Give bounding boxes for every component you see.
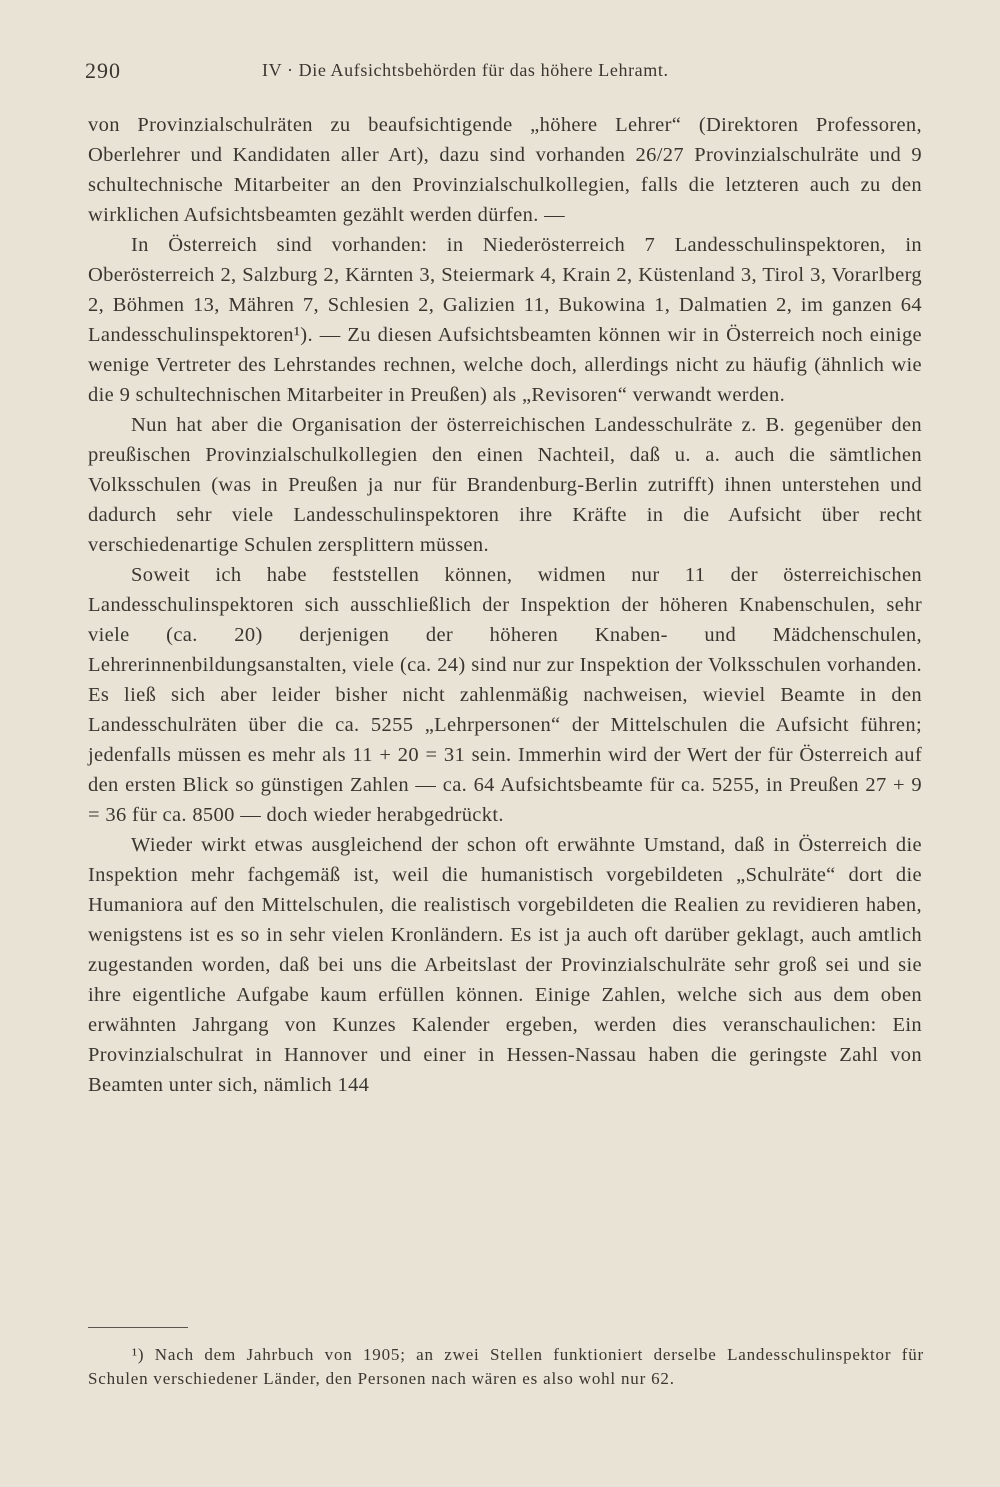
footnote: ¹) Nach dem Jahrbuch von 1905; an zwei Stellen funktioniert derselbe Landesschulinspektor für Schulen verschiedener Länder, den Personen nach wären es also wohl nur 62. bbox=[88, 1345, 924, 1388]
paragraph-4: Soweit ich habe feststellen können, widmen nur 11 der österreichischen Landesschulinspektoren sich ausschließlich der Inspektion der höheren Knabenschulen, sehr viele (ca. 20) derjenigen der höheren Knaben- und Mädchenschulen, Lehrerinnenbildungsanstalten, viele (ca. 24) sind nur zur Inspektion der Volksschulen vorhanden. Es ließ sich aber leider bisher nicht zahlenmäßig nachweisen, wieviel Beamte in den Landesschulräten über die ca. 5255 „Lehrpersonen“ der Mittelschulen die Aufsicht führen; jedenfalls müssen es mehr als 11 + 20 = 31 sein. Immerhin wird der Wert der für Österreich auf den ersten Blick so günstigen Zahlen — ca. 64 Aufsichtsbeamte für ca. 5255, in Preußen 27 + 9 = 36 für ca. 8500 — doch wieder herabgedrückt. bbox=[88, 564, 922, 826]
main-text bbox=[88, 110, 922, 1100]
paragraph-3: Nun hat aber die Organisation der österreichischen Landesschulräte z. B. gegenüber den preußischen Provinzialschulkollegien den einen Nachteil, daß u. a. auch die sämtlichen Volksschulen (was in Preußen ja nur für Brandenburg-Berlin zutrifft) ihnen unterstehen und dadurch sehr viele Landesschulinspektoren ihre Kräfte in die Aufsicht über recht verschiedenartige Schulen zersplittern müssen. bbox=[88, 414, 922, 556]
footnote-divider bbox=[88, 1327, 188, 1328]
page-number: 290 bbox=[85, 58, 121, 83]
paragraph-1: von Provinzialschulräten zu beaufsichtigende „höhere Lehrer“ (Direktoren Professoren, Oberlehrer und Kandidaten aller Art), dazu sind vorhanden 26/27 Provinzialschulräte und 9 schultechnische Mitarbeiter an den Provinzialschulkollegien, falls die letzteren auch zu den wirklichen Aufsichtsbeamten gezählt werden dürfen. — bbox=[88, 114, 922, 226]
paragraph-5: Wieder wirkt etwas ausgleichend der schon oft erwähnte Umstand, daß in Österreich die Inspektion mehr fachgemäß ist, weil die humanistisch vorgebildeten „Schulräte“ dort die Humaniora auf den Mittelschulen, die realistisch vorgebildeten die Realien zu revidieren haben, wenigstens ist es so in sehr vielen Kronländern. Es ist ja auch oft darüber geklagt, auch amtlich zugestanden worden, daß bei uns die Arbeitslast der Provinzialschulräte sehr groß sei und sie ihre eigentliche Aufgabe kaum erfüllen können. Einige Zahlen, welche sich aus dem oben erwähnten Jahrgang von Kunzes Kalender ergeben, werden dies veranschaulichen: Ein Provinzialschulrat in Hannover und einer in Hessen-Nassau haben die geringste Zahl von Beamten unter sich, nämlich 144 bbox=[88, 834, 922, 1096]
paragraph-2: In Österreich sind vorhanden: in Niederösterreich 7 Landesschulinspektoren, in Oberösterreich 2, Salzburg 2, Kärnten 3, Steiermark 4, Krain 2, Küstenland 3, Tirol 3, Vorarlberg 2, Böhmen 13, Mähren 7, Schlesien 2, Galizien 11, Bukowina 1, Dalmatien 2, im ganzen 64 Landesschulinspektoren¹). — Zu diesen Aufsichtsbeamten können wir in Österreich noch einige wenige Vertreter des Lehrstandes rechnen, welche doch, allerdings nicht zu häufig (ähnlich wie die 9 schultechnischen Mitarbeiter in Preußen) als „Revisoren“ verwandt werden. bbox=[88, 234, 922, 406]
running-title: IV · Die Aufsichtsbehörden für das höhere Lehramt. bbox=[262, 60, 669, 80]
page-header bbox=[85, 58, 925, 90]
